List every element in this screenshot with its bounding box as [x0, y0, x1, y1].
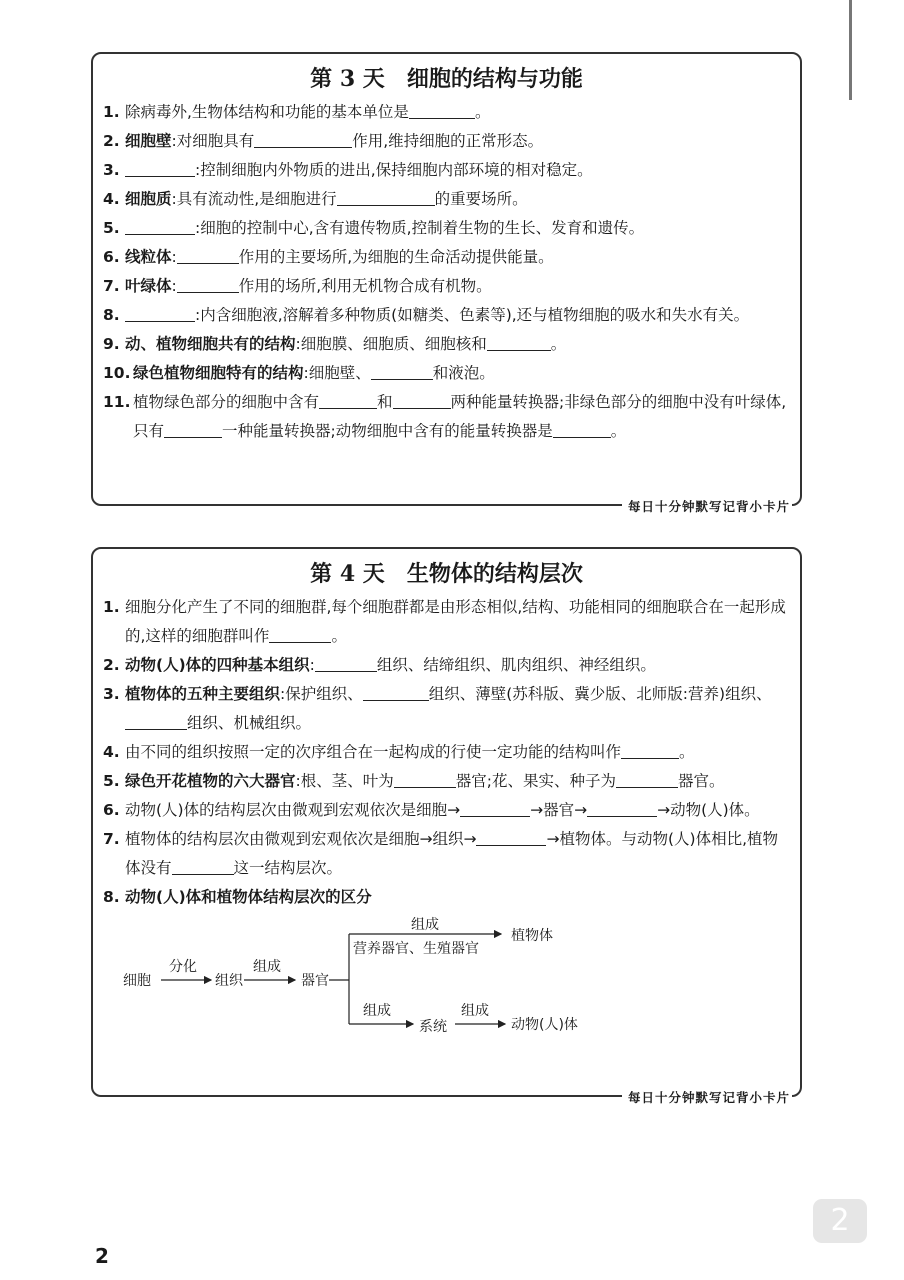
structure-diagram	[123, 912, 790, 1042]
answer-blank[interactable]	[394, 769, 456, 788]
answer-blank[interactable]	[587, 798, 657, 817]
list-item: 8. :内含细胞液,溶解着多种物质(如糖类、色素等),还与植物细胞的吸水和失水有关。	[103, 301, 790, 330]
list-item: 2. 细胞壁:对细胞具有 作用,维持细胞的正常形态。	[103, 127, 790, 156]
answer-blank[interactable]	[177, 245, 239, 264]
page-badge: 2	[813, 1199, 867, 1243]
label-animal: 动物(人)体	[511, 1017, 578, 1033]
answer-blank[interactable]	[553, 419, 611, 438]
card-title	[93, 64, 800, 94]
title-day: 第 3 天	[310, 66, 385, 92]
answer-blank[interactable]	[315, 653, 377, 672]
label-compose-bottom: 组成	[363, 1003, 391, 1019]
answer-blank[interactable]	[125, 158, 195, 177]
page-edge-line	[849, 0, 852, 100]
list-item: 5. :细胞的控制中心,含有遗传物质,控制着生物的生长、发育和遗传。	[103, 214, 790, 243]
answer-blank[interactable]	[177, 274, 239, 293]
answer-blank[interactable]	[621, 740, 679, 759]
answer-blank[interactable]	[125, 303, 195, 322]
list-item: 7. 植物体的结构层次由微观到宏观依次是细胞→组织→ →植物体。与动物(人)体相比,植物体没有 这一结构层次。	[103, 825, 790, 883]
answer-blank[interactable]	[164, 419, 222, 438]
answer-blank[interactable]	[125, 711, 187, 730]
answer-blank[interactable]	[476, 827, 546, 846]
list-item: 7. 叶绿体: 作用的场所,利用无机物合成有机物。	[103, 272, 790, 301]
title-topic: 生物体的结构层次	[406, 561, 583, 587]
list-item: 6. 动物(人)体的结构层次由微观到宏观依次是细胞→ →器官→ →动物(人)体。	[103, 796, 790, 825]
answer-blank[interactable]	[487, 332, 551, 351]
answer-blank[interactable]	[337, 187, 435, 206]
answer-blank[interactable]	[393, 390, 451, 409]
label-compose-top: 组成	[411, 917, 439, 933]
list-item: 2. 动物(人)体的四种基本组织: 组织、结缔组织、肌肉组织、神经组织。	[103, 651, 790, 680]
card-footer: 每日十分钟默写记背小卡片	[622, 497, 792, 515]
answer-blank[interactable]	[363, 682, 429, 701]
answer-blank[interactable]	[125, 216, 195, 235]
answer-blank[interactable]	[319, 390, 377, 409]
label-plant: 植物体	[511, 928, 553, 944]
answer-blank[interactable]	[254, 129, 352, 148]
list-item: 3. :控制细胞内外物质的进出,保持细胞内部环境的相对稳定。	[103, 156, 790, 185]
label-plant-organs: 营养器官、生殖器官	[353, 941, 479, 957]
label-system: 系统	[419, 1019, 447, 1035]
list-item: 10. 绿色植物细胞特有的结构:细胞壁、 和液泡。	[103, 359, 790, 388]
list-item: 5. 绿色开花植物的六大器官:根、茎、叶为 器官;花、果实、种子为 器官。	[103, 767, 790, 796]
label-differentiate: 分化	[169, 959, 197, 975]
label-organ: 器官	[301, 973, 329, 989]
list-item: 8. 动物(人)体和植物体结构层次的区分	[103, 888, 372, 906]
list-item: 4. 由不同的组织按照一定的次序组合在一起构成的行使一定功能的结构叫作 。	[103, 738, 790, 767]
answer-blank[interactable]	[409, 100, 475, 119]
list-item: 1. 除病毒外,生物体结构和功能的基本单位是 。	[103, 98, 790, 127]
page-number: 2	[95, 1244, 109, 1268]
answer-blank[interactable]	[460, 798, 530, 817]
list-item: 3. 植物体的五种主要组织:保护组织、 组织、薄壁(苏科版、冀少版、北师版:营养)组织、组织、机械组织。	[103, 680, 790, 738]
label-compose: 组成	[253, 959, 281, 975]
card-day-3	[91, 52, 802, 514]
title-topic: 细胞的结构与功能	[406, 66, 583, 92]
answer-blank[interactable]	[269, 624, 331, 643]
list-item: 4. 细胞质:具有流动性,是细胞进行 的重要场所。	[103, 185, 790, 214]
card-title	[93, 559, 800, 589]
answer-blank[interactable]	[371, 361, 433, 380]
title-day: 第 4 天	[310, 561, 385, 587]
list-item: 11. 植物绿色部分的细胞中含有 和 两种能量转换器;非绿色部分的细胞中没有叶绿体,只有 一种能量转换器;动物细胞中含有的能量转换器是 。	[103, 388, 790, 446]
card-day-4	[91, 547, 802, 1105]
card-footer: 每日十分钟默写记背小卡片	[622, 1088, 792, 1106]
label-cell: 细胞	[123, 973, 151, 989]
list-item: 1. 细胞分化产生了不同的细胞群,每个细胞群都是由形态相似,结构、功能相同的细胞联合在一起形成的,这样的细胞群叫作 。	[103, 598, 786, 645]
list-item: 6. 线粒体: 作用的主要场所,为细胞的生命活动提供能量。	[103, 243, 790, 272]
list-item: 9. 动、植物细胞共有的结构:细胞膜、细胞质、细胞核和 。	[103, 330, 790, 359]
label-tissue: 组织	[215, 973, 243, 989]
answer-blank[interactable]	[616, 769, 678, 788]
label-compose-system: 组成	[461, 1003, 489, 1019]
answer-blank[interactable]	[172, 856, 234, 875]
